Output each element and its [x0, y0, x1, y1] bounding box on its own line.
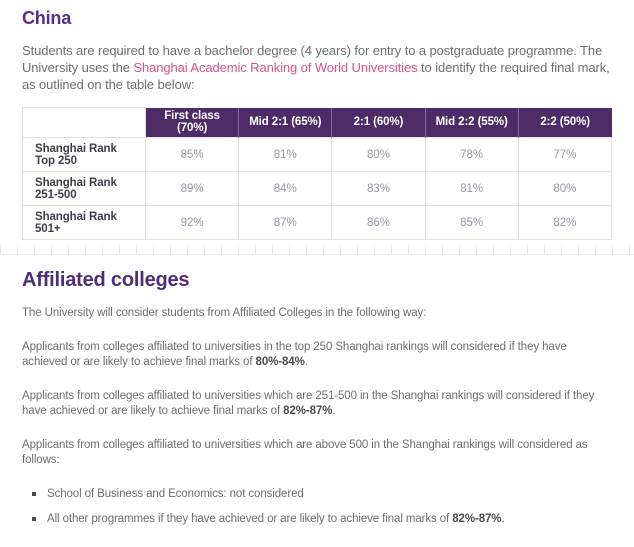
- list-item-text: .: [501, 513, 505, 525]
- header-cell-mid-2-1: Mid 2:1 (65%): [239, 108, 332, 138]
- value-cell: 82%: [518, 206, 611, 240]
- value-cell: 81%: [239, 138, 332, 172]
- value-cell: 81%: [425, 172, 518, 206]
- affiliated-top250-paragraph: [22, 340, 612, 370]
- row-label: Shanghai Rank 251-500: [23, 172, 146, 206]
- row-label: Shanghai Rank Top 250: [23, 138, 146, 172]
- value-cell: 85%: [425, 206, 518, 240]
- list-item-text: School of Business and Economics: not considered: [47, 488, 304, 500]
- marks-range-bold: 82%-87%: [283, 405, 333, 417]
- affiliated-rules-list: [22, 487, 612, 547]
- page: [0, 8, 634, 547]
- table-row-251-500: [23, 172, 612, 206]
- list-item: [32, 487, 612, 501]
- paragraph-text: .: [304, 356, 308, 368]
- value-cell: 86%: [332, 206, 425, 240]
- header-cell-2-1: 2:1 (60%): [332, 108, 425, 138]
- affiliated-251-500-paragraph: [22, 389, 612, 419]
- paragraph-text: Applicants from colleges affiliated to universities in the top 250 Shanghai rankings will considered if they have achieved or are likely to achieve final marks of: [22, 341, 567, 368]
- list-item-text: All other programmes if they have achieved or are likely to achieve final marks of: [47, 513, 453, 525]
- shanghai-requirements-table: [22, 107, 612, 240]
- value-cell: 84%: [239, 172, 332, 206]
- value-cell: 78%: [425, 138, 518, 172]
- value-cell: 87%: [239, 206, 332, 240]
- affiliated-section-title: Affiliated colleges: [22, 269, 190, 291]
- affiliated-colleges-section: [22, 269, 612, 547]
- intro-text-before-link: Students are required to have a bachelor degree (4 years) for entry to a postgraduate programme. The University uses the: [22, 43, 603, 75]
- china-intro-paragraph: [22, 42, 612, 93]
- value-cell: 92%: [146, 206, 239, 240]
- affiliated-intro-paragraph: The University will consider students from Affiliated Colleges in the following way:: [22, 307, 427, 319]
- table-row-501-plus: [23, 206, 612, 240]
- china-section: [22, 8, 612, 240]
- value-cell: 80%: [518, 172, 611, 206]
- header-cell-mid-2-2: Mid 2:2 (55%): [425, 108, 518, 138]
- intro-text-after-link: to identify the required final mark, as outlined on the table below:: [22, 60, 610, 92]
- paragraph-text: Applicants from colleges affiliated to universities which are 251-500 in the Shanghai rankings will considered if they have achieved or are likely to achieve final marks of: [22, 390, 595, 417]
- value-cell: 80%: [332, 138, 425, 172]
- marks-range-bold: 82%-87%: [452, 513, 502, 525]
- marks-range-bold: 80%-84%: [255, 356, 305, 368]
- bullet-square-icon: [32, 492, 36, 496]
- paragraph-text: .: [332, 405, 336, 417]
- value-cell: 83%: [332, 172, 425, 206]
- table-header-row: [23, 108, 612, 138]
- header-cell-first-class: First class (70%): [146, 108, 239, 138]
- bullet-square-icon: [32, 517, 36, 521]
- value-cell: 89%: [146, 172, 239, 206]
- value-cell: 77%: [518, 138, 611, 172]
- row-label: Shanghai Rank 501+: [23, 206, 146, 240]
- section-ruler-divider: [0, 245, 634, 255]
- china-section-title: China: [22, 8, 72, 28]
- list-item: [32, 512, 612, 526]
- affiliated-above500-paragraph: Applicants from colleges affiliated to universities which are above 500 in the Shanghai rankings will considered as follows:: [22, 439, 588, 466]
- shanghai-ranking-link[interactable]: Shanghai Academic Ranking of World Universities: [133, 60, 418, 75]
- table-row-top-250: [23, 138, 612, 172]
- header-cell-2-2: 2:2 (50%): [518, 108, 611, 138]
- value-cell: 85%: [146, 138, 239, 172]
- table-corner-cell: [23, 108, 146, 138]
